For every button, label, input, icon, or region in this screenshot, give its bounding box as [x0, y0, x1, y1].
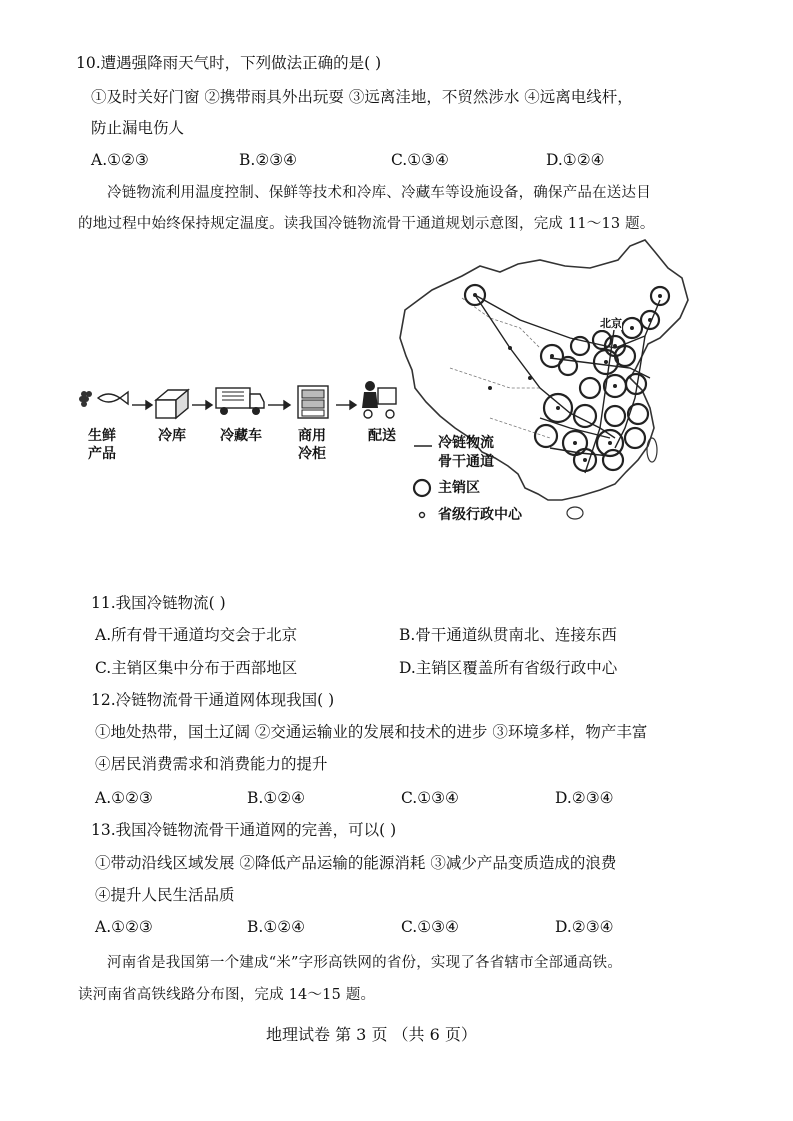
flow-label-fresh-produce: 生鲜 产品: [88, 428, 116, 462]
map-label-beijing: 北京: [600, 317, 622, 330]
fresh-produce-icon: [79, 391, 128, 407]
q12-option-b: B.①②④: [247, 789, 306, 807]
q10-option-a: A.①②③: [91, 151, 149, 169]
q12-items-line1: ①地处热带，国土辽阔 ②交通运输业的发展和技术的进步 ③环境多样，物产丰富: [95, 723, 648, 741]
delivery-icon: [362, 381, 396, 418]
q10-option-c: C.①③④: [391, 151, 449, 169]
q11-option-b: B.骨干通道纵贯南北、连接东西: [399, 626, 617, 644]
q11-option-c: C.主销区集中分布于西部地区: [95, 659, 298, 677]
legend-sales-area-symbol: [414, 480, 430, 496]
legend-sales-area-label: 主销区: [438, 480, 480, 496]
q12-option-c: C.①③④: [401, 789, 459, 807]
q13-option-c: C.①③④: [401, 918, 459, 936]
q10-option-d: D.①②④: [546, 151, 605, 169]
q13-option-a: A.①②③: [95, 918, 153, 936]
q10-items-line1: ①及时关好门窗 ②携带雨具外出玩耍 ③远离洼地，不贸然涉水 ④远离电线杆，: [91, 88, 633, 106]
q10-items-line2: 防止漏电伤人: [91, 119, 185, 137]
q11-option-d: D.主销区覆盖所有省级行政中心: [399, 659, 618, 677]
q13-items-line2: ④提升人民生活品质: [95, 886, 235, 904]
page-footer: 地理试卷 第 3 页 （共 6 页）: [266, 1025, 477, 1044]
intro-cold-chain-line1: 冷链物流利用温度控制、保鲜等技术和冷库、冷藏车等设施设备，确保产品在送达目: [107, 185, 651, 201]
q12-items-line2: ④居民消费需求和消费能力的提升: [95, 755, 328, 773]
q10-stem: 10.遭遇强降雨天气时，下列做法正确的是( ): [76, 54, 382, 72]
flow-label-cold-storage: 冷库: [158, 428, 186, 444]
flow-arrow-4: [336, 401, 356, 409]
intro-henan-line2: 读河南省高铁线路分布图，完成 14～15 题。: [78, 987, 376, 1003]
intro-henan-line1: 河南省是我国第一个建成“米”字形高铁网的省份，实现了各省辖市全部通高铁。: [107, 955, 623, 971]
q11-stem: 11.我国冷链物流( ): [91, 594, 226, 612]
flow-label-commercial-freezer: 商用 冷柜: [298, 428, 326, 462]
legend-capital-symbol: [420, 513, 425, 518]
q13-option-d: D.②③④: [555, 918, 614, 936]
backbone-channels: [475, 295, 660, 473]
hainan-island: [567, 507, 583, 519]
flow-label-delivery: 配送: [368, 428, 396, 444]
flow-label-refrigerated-truck: 冷藏车: [220, 428, 262, 444]
legend-channel-label: 冷链物流 骨干通道: [438, 435, 494, 470]
flow-arrow-1: [132, 401, 152, 409]
q10-option-b: B.②③④: [239, 151, 298, 169]
taiwan-island: [647, 438, 657, 462]
q12-option-d: D.②③④: [555, 789, 614, 807]
intro-cold-chain-line2: 的地过程中始终保持规定温度。读我国冷链物流骨干通道规划示意图，完成 11～13 题。: [78, 216, 655, 232]
q13-items-line1: ①带动沿线区域发展 ②降低产品运输的能源消耗 ③减少产品变质造成的浪费: [95, 854, 617, 872]
cold-chain-figure: [70, 238, 710, 578]
legend-capital-label: 省级行政中心: [438, 507, 522, 523]
q12-option-a: A.①②③: [95, 789, 153, 807]
cold-chain-map: [70, 238, 710, 578]
q13-stem: 13.我国冷链物流骨干通道网的完善，可以( ): [91, 821, 397, 839]
flow-arrow-3: [268, 401, 290, 409]
cold-storage-icon: [156, 390, 188, 418]
refrigerated-truck-icon: [216, 388, 264, 415]
flow-arrow-2: [192, 401, 212, 409]
q13-option-b: B.①②④: [247, 918, 306, 936]
q11-option-a: A.所有骨干通道均交会于北京: [95, 626, 298, 644]
commercial-freezer-icon: [298, 386, 328, 418]
q12-stem: 12.冷链物流骨干通道网体现我国( ): [91, 691, 335, 709]
